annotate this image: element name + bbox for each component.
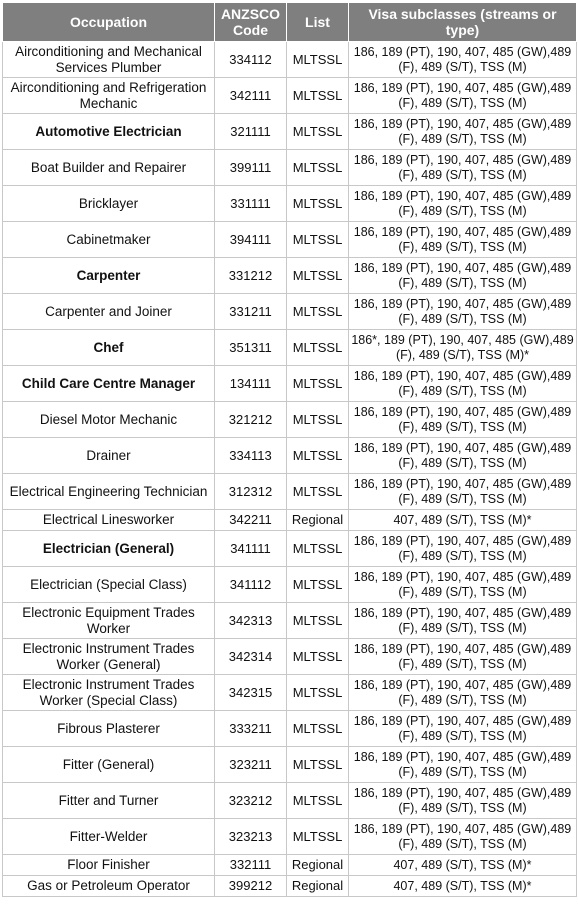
visa-subclasses-cell: 186*, 189 (PT), 190, 407, 485 (GW),489 (F), 489 (S/T), TSS (M)* — [349, 330, 577, 366]
list-cell: MLTSSL — [287, 402, 349, 438]
anzsco-code-cell: 134111 — [215, 366, 287, 402]
anzsco-code-cell: 342211 — [215, 510, 287, 531]
list-cell: MLTSSL — [287, 639, 349, 675]
list-cell: MLTSSL — [287, 438, 349, 474]
anzsco-code-cell: 342313 — [215, 603, 287, 639]
occupation-cell: Fitter-Welder — [3, 819, 215, 855]
anzsco-code-cell: 321212 — [215, 402, 287, 438]
list-cell: MLTSSL — [287, 567, 349, 603]
header-occupation: Occupation — [3, 3, 215, 42]
table-row — [3, 78, 577, 114]
occupation-cell: Electrician (Special Class) — [3, 567, 215, 603]
visa-subclasses-cell: 186, 189 (PT), 190, 407, 485 (GW),489 (F), 489 (S/T), TSS (M) — [349, 747, 577, 783]
occupation-cell: Diesel Motor Mechanic — [3, 402, 215, 438]
list-cell: MLTSSL — [287, 366, 349, 402]
table-row — [3, 474, 577, 510]
table-row — [3, 222, 577, 258]
anzsco-code-cell: 394111 — [215, 222, 287, 258]
anzsco-code-cell: 331211 — [215, 294, 287, 330]
occupation-cell: Boat Builder and Repairer — [3, 150, 215, 186]
anzsco-code-cell: 342314 — [215, 639, 287, 675]
visa-subclasses-cell: 186, 189 (PT), 190, 407, 485 (GW),489 (F), 489 (S/T), TSS (M) — [349, 474, 577, 510]
visa-subclasses-cell: 407, 489 (S/T), TSS (M)* — [349, 855, 577, 876]
visa-subclasses-cell: 407, 489 (S/T), TSS (M)* — [349, 876, 577, 897]
visa-subclasses-cell: 186, 189 (PT), 190, 407, 485 (GW),489 (F), 489 (S/T), TSS (M) — [349, 603, 577, 639]
list-cell: MLTSSL — [287, 114, 349, 150]
table-row — [3, 855, 577, 876]
anzsco-code-cell: 333211 — [215, 711, 287, 747]
visa-subclasses-cell: 186, 189 (PT), 190, 407, 485 (GW),489 (F), 489 (S/T), TSS (M) — [349, 567, 577, 603]
visa-subclasses-cell: 186, 189 (PT), 190, 407, 485 (GW),489 (F), 489 (S/T), TSS (M) — [349, 222, 577, 258]
occupation-cell: Electrical Linesworker — [3, 510, 215, 531]
table-row — [3, 294, 577, 330]
list-cell: MLTSSL — [287, 531, 349, 567]
anzsco-code-cell: 323212 — [215, 783, 287, 819]
visa-subclasses-cell: 186, 189 (PT), 190, 407, 485 (GW),489 (F), 489 (S/T), TSS (M) — [349, 42, 577, 78]
anzsco-code-cell: 341112 — [215, 567, 287, 603]
list-cell: MLTSSL — [287, 603, 349, 639]
occupation-cell: Fibrous Plasterer — [3, 711, 215, 747]
anzsco-code-cell: 331111 — [215, 186, 287, 222]
occupation-cell: Airconditioning and Mechanical Services Plumber — [3, 42, 215, 78]
occupation-cell: Fitter and Turner — [3, 783, 215, 819]
table-row — [3, 783, 577, 819]
visa-subclasses-cell: 186, 189 (PT), 190, 407, 485 (GW),489 (F), 489 (S/T), TSS (M) — [349, 114, 577, 150]
anzsco-code-cell: 323213 — [215, 819, 287, 855]
table-row — [3, 711, 577, 747]
visa-subclasses-cell: 186, 189 (PT), 190, 407, 485 (GW),489 (F), 489 (S/T), TSS (M) — [349, 675, 577, 711]
list-cell: Regional — [287, 876, 349, 897]
table-row — [3, 258, 577, 294]
visa-subclasses-cell: 407, 489 (S/T), TSS (M)* — [349, 510, 577, 531]
table-row — [3, 567, 577, 603]
list-cell: MLTSSL — [287, 294, 349, 330]
anzsco-code-cell: 334113 — [215, 438, 287, 474]
visa-subclasses-cell: 186, 189 (PT), 190, 407, 485 (GW),489 (F), 489 (S/T), TSS (M) — [349, 186, 577, 222]
list-cell: MLTSSL — [287, 747, 349, 783]
occupation-table — [2, 2, 577, 897]
table-row — [3, 603, 577, 639]
list-cell: MLTSSL — [287, 711, 349, 747]
header-anzsco-code — [215, 3, 287, 42]
occupation-cell: Floor Finisher — [3, 855, 215, 876]
visa-subclasses-cell: 186, 189 (PT), 190, 407, 485 (GW),489 (F), 489 (S/T), TSS (M) — [349, 366, 577, 402]
anzsco-code-cell: 321111 — [215, 114, 287, 150]
list-cell: MLTSSL — [287, 783, 349, 819]
occupation-cell: Chef — [3, 330, 215, 366]
list-cell: MLTSSL — [287, 42, 349, 78]
occupation-cell: Electronic Equipment Trades Worker — [3, 603, 215, 639]
table-header-row — [3, 3, 577, 42]
table-row — [3, 330, 577, 366]
table-row — [3, 114, 577, 150]
occupation-cell: Carpenter — [3, 258, 215, 294]
visa-subclasses-cell: 186, 189 (PT), 190, 407, 485 (GW),489 (F), 489 (S/T), TSS (M) — [349, 294, 577, 330]
list-cell: MLTSSL — [287, 819, 349, 855]
occupation-cell: Bricklayer — [3, 186, 215, 222]
anzsco-code-cell: 342315 — [215, 675, 287, 711]
list-cell: MLTSSL — [287, 474, 349, 510]
list-cell: MLTSSL — [287, 222, 349, 258]
occupation-cell: Drainer — [3, 438, 215, 474]
table-row — [3, 42, 577, 78]
occupation-cell: Automotive Electrician — [3, 114, 215, 150]
header-list: List — [287, 3, 349, 42]
occupation-cell: Child Care Centre Manager — [3, 366, 215, 402]
occupation-cell: Electronic Instrument Trades Worker (Special Class) — [3, 675, 215, 711]
visa-subclasses-cell: 186, 189 (PT), 190, 407, 485 (GW),489 (F), 489 (S/T), TSS (M) — [349, 438, 577, 474]
visa-subclasses-cell: 186, 189 (PT), 190, 407, 485 (GW),489 (F), 489 (S/T), TSS (M) — [349, 258, 577, 294]
table-row — [3, 639, 577, 675]
visa-subclasses-cell: 186, 189 (PT), 190, 407, 485 (GW),489 (F), 489 (S/T), TSS (M) — [349, 531, 577, 567]
visa-subclasses-cell: 186, 189 (PT), 190, 407, 485 (GW),489 (F), 489 (S/T), TSS (M) — [349, 402, 577, 438]
anzsco-code-cell: 341111 — [215, 531, 287, 567]
anzsco-code-cell: 399212 — [215, 876, 287, 897]
table-row — [3, 819, 577, 855]
table-body — [3, 42, 577, 897]
visa-subclasses-cell: 186, 189 (PT), 190, 407, 485 (GW),489 (F), 489 (S/T), TSS (M) — [349, 783, 577, 819]
list-cell: MLTSSL — [287, 675, 349, 711]
table-row — [3, 531, 577, 567]
visa-subclasses-cell: 186, 189 (PT), 190, 407, 485 (GW),489 (F), 489 (S/T), TSS (M) — [349, 819, 577, 855]
visa-subclasses-cell: 186, 189 (PT), 190, 407, 485 (GW),489 (F), 489 (S/T), TSS (M) — [349, 78, 577, 114]
anzsco-code-cell: 331212 — [215, 258, 287, 294]
anzsco-code-cell: 351311 — [215, 330, 287, 366]
header-code-line2: Code — [233, 22, 268, 38]
occupation-cell: Fitter (General) — [3, 747, 215, 783]
table-row — [3, 876, 577, 897]
visa-subclasses-cell: 186, 189 (PT), 190, 407, 485 (GW),489 (F), 489 (S/T), TSS (M) — [349, 711, 577, 747]
occupation-cell: Cabinetmaker — [3, 222, 215, 258]
occupation-cell: Airconditioning and Refrigeration Mechanic — [3, 78, 215, 114]
table-row — [3, 747, 577, 783]
list-cell: MLTSSL — [287, 186, 349, 222]
list-cell: Regional — [287, 510, 349, 531]
visa-subclasses-cell: 186, 189 (PT), 190, 407, 485 (GW),489 (F), 489 (S/T), TSS (M) — [349, 639, 577, 675]
occupation-cell: Electrical Engineering Technician — [3, 474, 215, 510]
header-visa-subclasses: Visa subclasses (streams or type) — [349, 3, 577, 42]
table-row — [3, 438, 577, 474]
table-row — [3, 366, 577, 402]
table-row — [3, 402, 577, 438]
list-cell: MLTSSL — [287, 78, 349, 114]
table-row — [3, 186, 577, 222]
occupation-cell: Gas or Petroleum Operator — [3, 876, 215, 897]
anzsco-code-cell: 312312 — [215, 474, 287, 510]
occupation-cell: Carpenter and Joiner — [3, 294, 215, 330]
occupation-cell: Electrician (General) — [3, 531, 215, 567]
list-cell: MLTSSL — [287, 150, 349, 186]
anzsco-code-cell: 342111 — [215, 78, 287, 114]
occupation-cell: Electronic Instrument Trades Worker (General) — [3, 639, 215, 675]
list-cell: MLTSSL — [287, 330, 349, 366]
anzsco-code-cell: 334112 — [215, 42, 287, 78]
list-cell: Regional — [287, 855, 349, 876]
table-row — [3, 510, 577, 531]
visa-subclasses-cell: 186, 189 (PT), 190, 407, 485 (GW),489 (F), 489 (S/T), TSS (M) — [349, 150, 577, 186]
anzsco-code-cell: 332111 — [215, 855, 287, 876]
anzsco-code-cell: 323211 — [215, 747, 287, 783]
table-row — [3, 150, 577, 186]
list-cell: MLTSSL — [287, 258, 349, 294]
anzsco-code-cell: 399111 — [215, 150, 287, 186]
table-row — [3, 675, 577, 711]
header-code-line1: ANZSCO — [220, 6, 281, 22]
